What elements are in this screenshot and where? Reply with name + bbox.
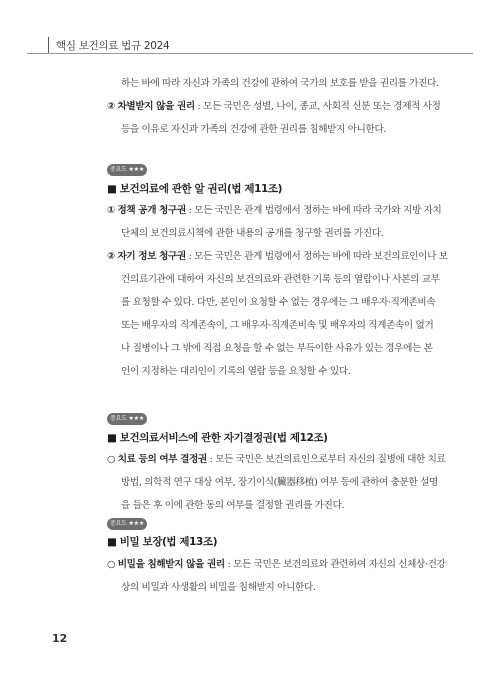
item-text: : 모든 국민은 보건의료인으로부터 자신의 질병에 대한 치료 (206, 454, 446, 465)
item-marker: ○ (107, 454, 116, 465)
item-continuation-line: 방법, 의학적 연구 대상 여부, 장기이식(臟器移植) 여부 등에 관하여 충분한 설명 (121, 477, 438, 488)
header-rule (27, 53, 473, 54)
item-term: 자기 정보 청구권 (117, 251, 186, 262)
item-term: 비밀을 침해받지 않을 권리 (117, 559, 225, 570)
section-2-item-1 (107, 448, 445, 471)
item-continuation-line: 나 질병이나 그 밖에 직접 요청을 할 수 없는 부득이한 사유가 있는 경우에는 본 (121, 343, 433, 354)
intro-line-1: 하는 바에 따라 자신과 가족의 건강에 관하여 국가의 보호를 받을 권리를 가진다. (121, 78, 439, 89)
section-heading: ■ 보건의료에 관한 알 권리(법 제11조) (107, 183, 283, 195)
item-continuation-line: 를 요청할 수 있다. 다만, 본인이 요청할 수 없는 경우에는 그 배우자·직계존비속 (121, 297, 436, 308)
item-text: : 모든 국민은 성별, 나이, 종교, 사회적 신분 또는 경제적 사정 (194, 101, 441, 112)
item-marker: ② (107, 251, 115, 262)
running-header-title: 핵심 보건의료 법규 2024 (56, 40, 170, 52)
item-marker: ○ (107, 559, 116, 570)
item-marker: ② (107, 101, 115, 112)
item-continuation-line: 상의 비밀과 사생활의 비밀을 침해받지 아니한다. (121, 582, 316, 593)
item-text: : 모든 국민은 관계 법령에서 정하는 바에 따라 보건의료인이나 보 (185, 251, 448, 262)
section-1-item-2 (107, 245, 448, 268)
intro-item-2 (107, 95, 441, 118)
item-text: : 모든 국민은 보건의료와 관련하여 자신의 신체상·건강 (224, 559, 446, 570)
item-continuation-line: 을 들은 후 이에 관한 동의 여부를 결정할 권리를 가진다. (121, 500, 345, 511)
importance-badge: 중요도 ★★★ (107, 164, 147, 176)
item-continuation-line: 건의료기관에 대하여 자신의 보건의료와 관련한 기록 등의 열람이나 사본의 교부 (121, 274, 440, 285)
importance-badge: 중요도 ★★★ (107, 413, 147, 425)
item-continuation-line: 인이 지정하는 대리인이 기록의 열람 등을 요청할 수 있다. (121, 366, 351, 377)
page-number: 12 (52, 632, 68, 645)
item-continuation-line: 또는 배우자의 직계존속이, 그 배우자·직계존비속 및 배우자의 직계존속이 없거 (121, 320, 434, 331)
header-divider (48, 37, 49, 54)
item-term: 치료 등의 여부 결정권 (117, 454, 207, 465)
section-heading: ■ 비밀 보장(법 제13조) (107, 536, 218, 548)
section-1-item-1 (107, 199, 441, 222)
item-continuation-line: 단체의 보건의료시책에 관한 내용의 공개를 청구할 권리를 가진다. (121, 228, 384, 239)
item-term: 정책 공개 청구권 (117, 205, 186, 216)
importance-badge: 중요도 ★★★ (107, 518, 147, 530)
intro-item-2-line-2: 등을 이유로 자신과 가족의 건강에 관한 권리를 침해받지 아니한다. (121, 124, 387, 135)
section-heading: ■ 보건의료서비스에 관한 자기결정권(법 제12조) (107, 432, 328, 444)
section-3-item-1 (107, 553, 445, 576)
item-text: : 모든 국민은 관계 법령에서 정하는 바에 따라 국가와 지방 자치 (185, 205, 442, 216)
item-marker: ① (107, 205, 115, 216)
item-term: 차별받지 않을 권리 (117, 101, 195, 112)
